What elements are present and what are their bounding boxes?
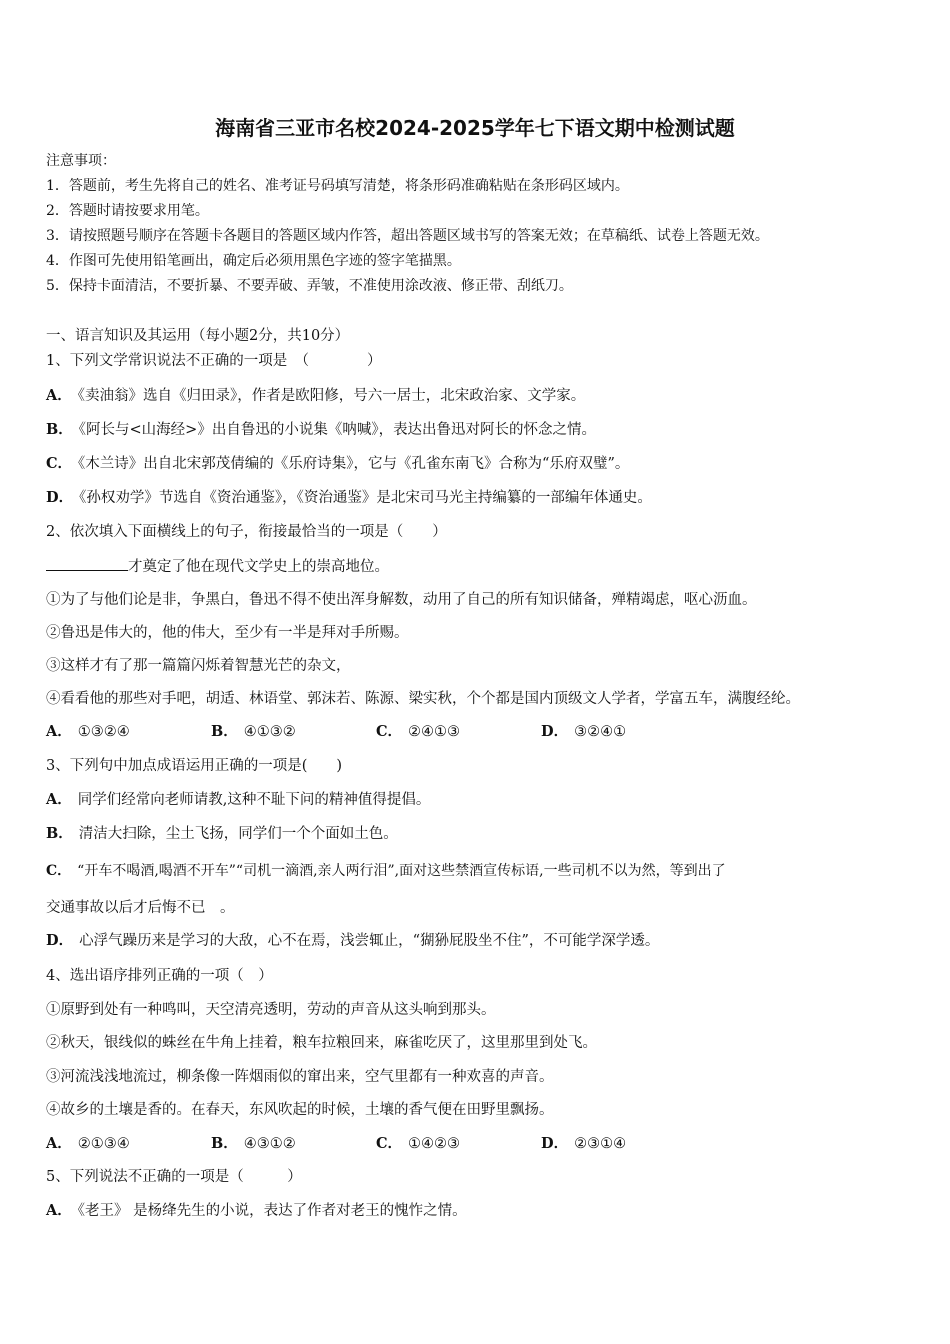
notice-heading: 注意事项： — [46, 153, 116, 169]
sentence-item: ②鲁迅是伟大的，他的伟大，至少有一半是拜对手所赐。 — [46, 625, 409, 641]
notice-item: 5．保持卡面清洁，不要折暴、不要弄破、弄皱，不准使用涂改液、修正带、刮纸刀。 — [46, 278, 573, 294]
option-letter: B． — [211, 723, 238, 740]
option-letter: C． — [46, 863, 72, 879]
option-text: ①④②③ — [408, 1136, 461, 1152]
section-heading: 一、语言知识及其运用（每小题2分，共10分） — [46, 328, 350, 344]
option-text: ②④①③ — [408, 724, 461, 740]
question-stem: 3、下列句中加点成语运用正确的一项是( ) — [46, 758, 343, 774]
option-letter: A． — [46, 723, 72, 740]
option-text: 心浮气躁历来是学习的大敌，心不在焉，浅尝辄止，“猢狲屁股坐不住”，不可能学深学透。 — [79, 933, 660, 949]
option-text: ③②④① — [574, 724, 627, 740]
question-stem: 1、下列文学常识说法不正确的一项是 （ ） — [46, 353, 382, 369]
option-text: ①③②④ — [77, 724, 130, 740]
option-row — [46, 824, 398, 844]
option-letter: A． — [46, 387, 72, 404]
question-stem: 4、选出语序排列正确的一项（ ） — [46, 968, 273, 984]
option-letter: B． — [46, 421, 73, 438]
option-row — [46, 454, 629, 474]
sentence-item: ①为了与他们论是非，争黑白，鲁迅不得不使出浑身解数，动用了自己的所有知识储备，殚精竭虑，呕心沥血。 — [46, 592, 757, 608]
option-text: 《木兰诗》出自北宋郭茂倩编的《乐府诗集》，它与《孔雀东南飞》合称为“乐府双璧”。 — [78, 456, 630, 472]
option-text: 清洁大扫除，尘土飞扬，同学们一个个面如土色。 — [78, 826, 398, 842]
option-text: ②①③④ — [77, 1136, 130, 1152]
option-text: ④①③② — [243, 724, 296, 740]
question-stem: 2、依次填入下面横线上的句子，衔接最恰当的一项是（ ） — [46, 524, 447, 540]
option-text: 《老王》 是杨绛先生的小说，表达了作者对老王的愧怍之情。 — [77, 1203, 467, 1219]
notice-item: 2．答题时请按要求用笔。 — [46, 203, 209, 219]
option-letter: A． — [46, 791, 72, 808]
option-letter: C． — [46, 455, 73, 472]
sentence-item: ③这样才有了那一篇篇闪烁着智慧光芒的杂文， — [46, 658, 351, 674]
option-text: 《孙权劝学》节选自《资治通鉴》，《资治通鉴》是北宋司马光主持编纂的一部编年体通史。 — [79, 490, 652, 506]
option-letter: C． — [376, 1135, 403, 1152]
answer-blank — [46, 556, 128, 571]
option-letter: B． — [46, 825, 73, 842]
option-text: “开车不喝酒,喝酒不开车”“司机一滴酒,亲人两行泪”,面对这些禁酒宣传标语,一些司机不以为然，等到出了 — [77, 863, 726, 879]
option-letter: D． — [46, 932, 74, 949]
sentence-item: ④看看他的那些对手吧，胡适、林语堂、郭沫若、陈源、梁实秋，个个都是国内顶级文人学者，学富五车，满腹经纶。 — [46, 691, 800, 707]
notice-item: 4．作图可先使用铅笔画出，确定后必须用黑色字迹的签字笔描黑。 — [46, 253, 461, 269]
option-row — [46, 931, 659, 951]
sentence-item: ④故乡的土壤是香的。在春天，东风吹起的时候，土壤的香气便在田野里飘扬。 — [46, 1102, 554, 1118]
option-letter: B． — [211, 1135, 238, 1152]
sentence-item: ②秋天，银线似的蛛丝在牛角上挂着，粮车拉粮回来，麻雀吃厌了，这里那里到处飞。 — [46, 1035, 597, 1051]
blank-line — [46, 556, 389, 577]
option-row — [46, 1201, 467, 1221]
option-text: ④③①② — [243, 1136, 296, 1152]
option-row — [46, 488, 652, 508]
sentence-item: ③河流浅浅地流过，柳条像一阵烟雨似的窜出来，空气里都有一种欢喜的声音。 — [46, 1069, 554, 1085]
blank-sentence: 才奠定了他在现代文学史上的崇高地位。 — [128, 559, 389, 575]
option-row — [46, 861, 726, 881]
option-text: ②③①④ — [574, 1136, 627, 1152]
sentence-item: ①原野到处有一种鸣叫，天空清亮透明，劳动的声音从这头响到那头。 — [46, 1002, 496, 1018]
option-text: 同学们经常向老师请教,这种不耻下问的精神值得提倡。 — [77, 792, 431, 808]
option-letter: A． — [46, 1135, 72, 1152]
page-title: 海南省三亚市名校2024-2025学年七下语文期中检测试题 — [215, 116, 735, 140]
question-stem: 5、下列说法不正确的一项是（ ） — [46, 1169, 302, 1185]
option-row — [46, 790, 430, 810]
option-text: 《阿长与<山海经>》出自鲁迅的小说集《呐喊》，表达出鲁迅对阿长的怀念之情。 — [78, 422, 597, 438]
option-letter: C． — [376, 723, 403, 740]
option-letter: D． — [541, 1135, 569, 1152]
option-letter: D． — [46, 489, 74, 506]
option-continuation: 交通事故以后才后悔不已 。 — [46, 900, 235, 916]
notice-item: 1．答题前，考生先将自己的姓名、准考证号码填写清楚，将条形码准确粘贴在条形码区域内。 — [46, 178, 629, 194]
notice-item: 3．请按照题号顺序在答题卡各题目的答题区域内作答，超出答题区域书写的答案无效；在草稿纸、试卷上答题无效。 — [46, 228, 769, 244]
option-letter: D． — [541, 723, 569, 740]
option-text: 《卖油翁》选自《归田录》，作者是欧阳修，号六一居士，北宋政治家、文学家。 — [77, 388, 586, 404]
option-row — [46, 386, 585, 406]
option-letter: A． — [46, 1202, 72, 1219]
option-row — [46, 420, 596, 440]
